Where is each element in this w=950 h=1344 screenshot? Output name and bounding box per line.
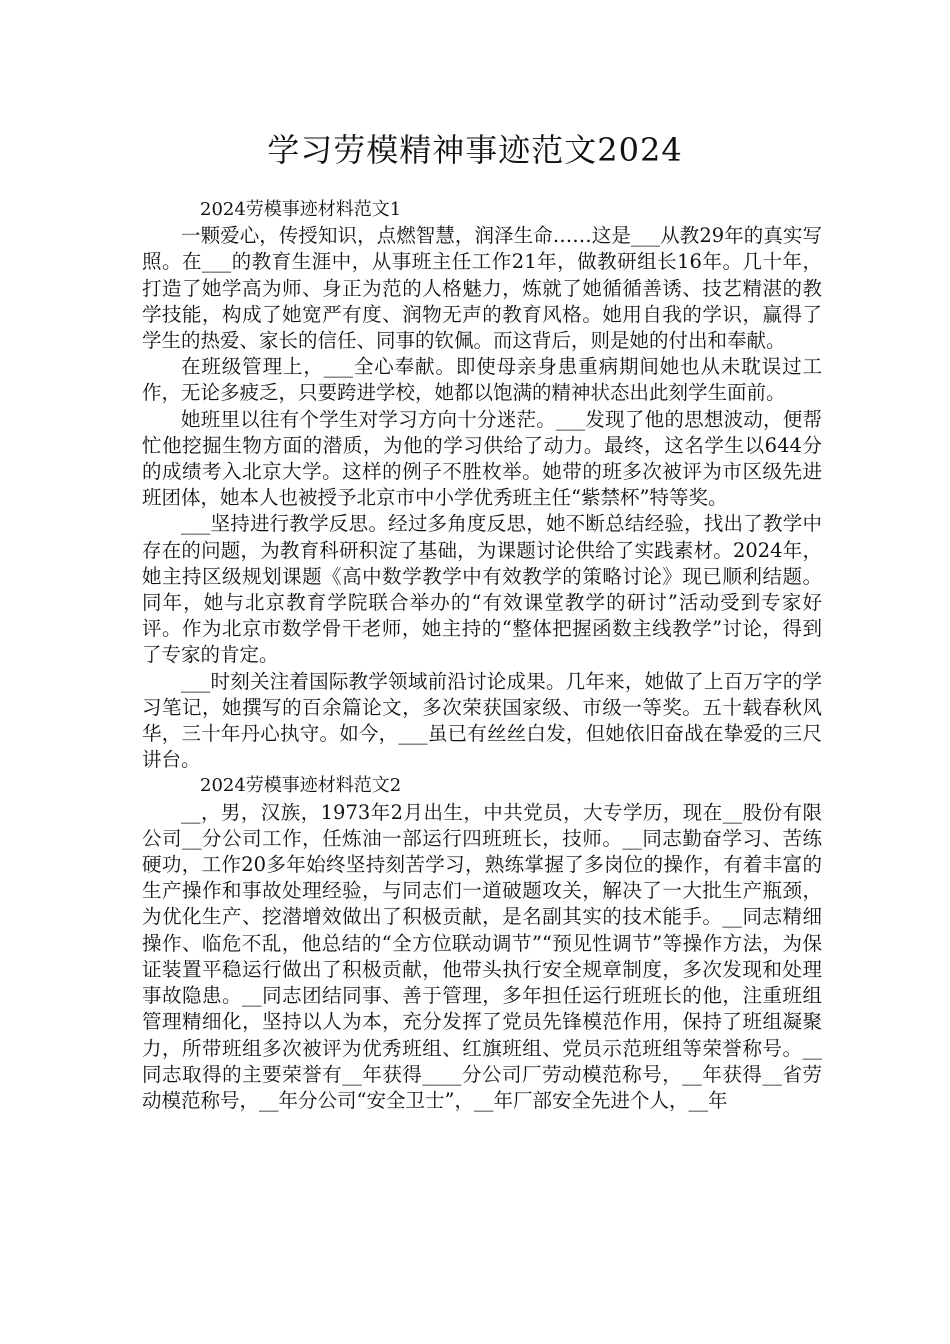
paragraph: ___时刻关注着国际教学领域前沿讨论成果。几年来，她做了上百万字的学习笔记，她撰写的百余篇论文，多次荣获国家级、市级一等奖。五十载春秋风华，三十年丹心执守。如今，___虽已有丝丝白发，但她依旧奋战在挚爱的三尺讲台。 xyxy=(142,669,822,772)
paragraph: __，男，汉族，1973年2月出生，中共党员，大专学历，现在__股份有限公司__分公司工作，任炼油一部运行四班班长，技师。__同志勤奋学习、苦练硬功，工作20多年始终坚持刻苦学习，熟练掌握了多岗位的操作，有着丰富的生产操作和事故处理经验，与同志们一道破题攻关，解决了一大批生产瓶颈，为优化生产、挖潜增效做出了积极贡献，是名副其实的技术能手。__同志精细操作、临危不乱，他总结的“全方位联动调节”“预见性调节”等操作方法，为保证装置平稳运行做出了积极贡献，他带头执行安全规章制度，多次发现和处理事故隐患。__同志团结同事、善于管理，多年担任运行班班长的他，注重班组管理精细化，坚持以人为本，充分发挥了党员先锋模范作用，保持了班组凝聚力，所带班组多次被评为优秀班组、红旗班组、党员示范班组等荣誉称号。__同志取得的主要荣誉有__年获得____分公司厂劳动模范称号，__年获得__省劳动模范称号，__年分公司“安全卫士”，__年厂部安全先进个人，__年 xyxy=(142,800,822,1112)
paragraph: 一颗爱心，传授知识，点燃智慧，润泽生命……这是___从教29年的真实写照。在___的教育生涯中，从事班主任工作21年，做教研组长16年。几十年，打造了她学高为师、身正为范的人格魅力，炼就了她循循善诱、技艺精湛的教学技能，构成了她宽严有度、润物无声的教育风格。她用自我的学识，赢得了学生的热爱、家长的信任、同事的钦佩。而这背后，则是她的付出和奉献。 xyxy=(142,224,822,353)
paragraph: ___坚持进行教学反思。经过多角度反思，她不断总结经验，找出了教学中存在的问题，为教育科研积淀了基础，为课题讨论供给了实践素材。2024年，她主持区级规划课题《高中数学教学中有效教学的策略讨论》现已顺利结题。同年，她与北京教育学院联合举办的“有效课堂教学的研讨”活动受到专家好评。作为北京市数学骨干老师，她主持的“整体把握函数主线教学”讨论，得到了专家的肯定。 xyxy=(142,512,822,667)
paragraph: 她班里以往有个学生对学习方向十分迷茫。___发现了他的思想波动，便帮忙他挖掘生物方面的潜质，为他的学习供给了动力。最终，这名学生以644分的成绩考入北京大学。这样的例子不胜枚举。她带的班多次被评为市区级先进班团体，她本人也被授予北京市中小学优秀班主任“紫禁杯”特等奖。 xyxy=(142,407,822,510)
section-heading: 2024劳模事迹材料范文1 xyxy=(200,199,402,220)
section-heading: 2024劳模事迹材料范文2 xyxy=(200,775,402,797)
section-1 xyxy=(142,197,822,773)
paragraph: 在班级管理上，___全心奉献。即使母亲身患重病期间她也从未耽误过工作，无论多疲乏，只要跨进学校，她都以饱满的精神状态出此刻学生面前。 xyxy=(142,355,822,405)
document-title: 学习劳模精神事迹范文2024 xyxy=(267,131,683,169)
document-body xyxy=(142,197,822,1114)
section-2 xyxy=(142,773,822,1114)
